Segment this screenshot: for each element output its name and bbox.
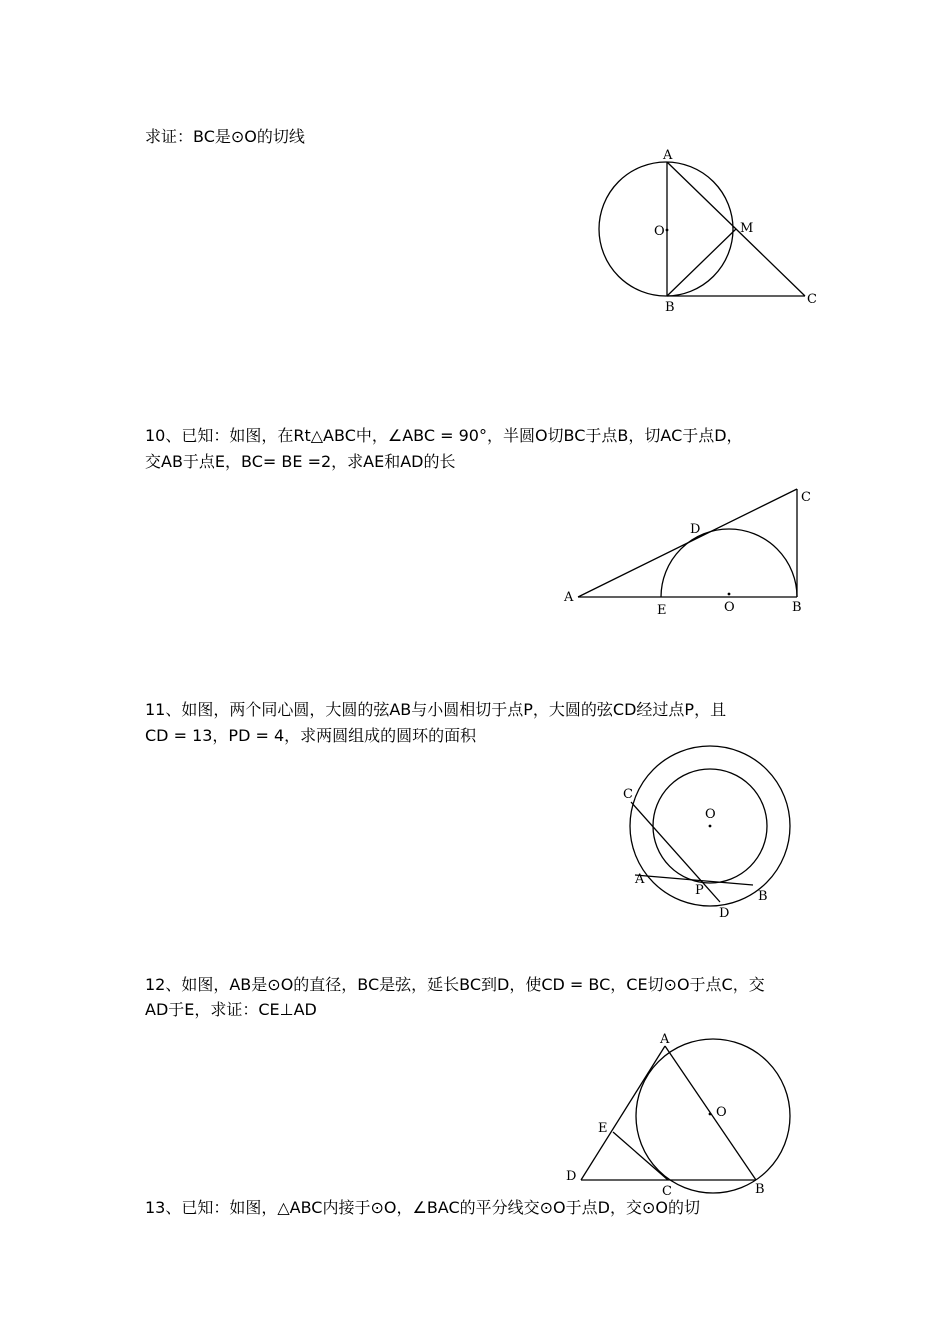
line-ad — [581, 1046, 665, 1180]
label-m: M — [740, 221, 754, 236]
q11-statement-line1: 11、如图，两个同心圆，大圆的弦AB与小圆相切于点P，大圆的弦CD经过点P，且 — [145, 700, 727, 719]
label-o: O — [654, 224, 665, 239]
label-o: O — [705, 807, 716, 822]
q11-statement-line2: CD = 13，PD = 4，求两圆组成的圆环的面积 — [145, 726, 477, 745]
figure-9 — [595, 145, 825, 320]
q12-statement-line2: AD于E，求证：CE⊥AD — [145, 1000, 317, 1019]
q10-statement-line2: 交AB于点E，BC= BE =2，求AE和AD的长 — [145, 452, 456, 471]
center-o-dot — [709, 825, 712, 828]
semicircle-o — [661, 529, 797, 597]
label-a: A — [660, 1032, 670, 1047]
center-o-dot — [666, 229, 669, 232]
label-d: D — [719, 906, 730, 921]
label-b: B — [755, 1182, 765, 1197]
label-c: C — [801, 490, 811, 505]
label-b: B — [792, 600, 802, 615]
q12-statement-line1: 12、如图，AB是⊙O的直径，BC是弦，延长BC到D，使CD = BC，CE切⊙O于点C，交 — [145, 975, 765, 994]
label-c: C — [807, 292, 817, 307]
figure-12 — [560, 1030, 820, 1200]
label-a: A — [564, 590, 574, 605]
q13-statement: 13、已知：如图，△ABC内接于⊙O，∠BAC的平分线交⊙O于点D，交⊙O的切 — [145, 1198, 700, 1217]
label-p: P — [695, 883, 704, 898]
tangent-ce — [613, 1132, 668, 1180]
label-a: A — [663, 148, 673, 163]
q10-statement-line1: 10、已知：如图，在Rt△ABC中，∠ABC = 90°，半圆O切BC于点B，切AC于点D， — [145, 426, 743, 445]
label-c: C — [662, 1184, 672, 1199]
label-b: B — [665, 300, 675, 315]
label-e: E — [598, 1121, 608, 1136]
figure-11 — [615, 740, 815, 920]
figure-10 — [560, 485, 820, 620]
label-o: O — [716, 1105, 727, 1120]
label-d: D — [690, 522, 701, 537]
circle-o — [599, 162, 733, 296]
label-c: C — [623, 787, 633, 802]
center-o-dot — [728, 593, 731, 596]
label-o: O — [724, 600, 735, 615]
center-o-dot — [709, 1113, 712, 1116]
q9-statement: 求证：BC是⊙O的切线 — [145, 127, 305, 146]
label-a: A — [635, 872, 645, 887]
label-b: B — [758, 889, 768, 904]
label-e: E — [657, 603, 667, 618]
label-d: D — [566, 1169, 577, 1184]
